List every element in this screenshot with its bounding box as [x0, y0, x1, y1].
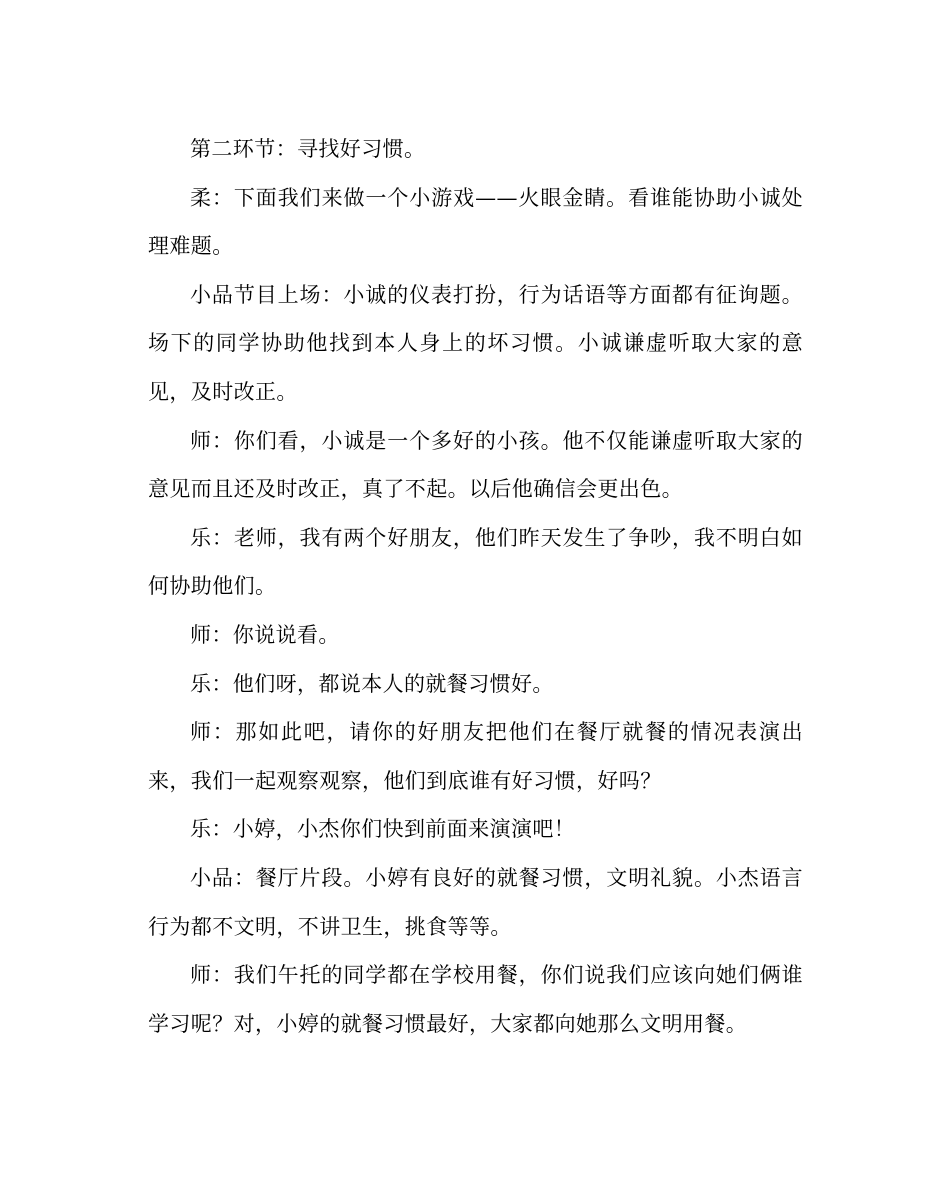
paragraph-2: 柔：下面我们来做一个小游戏——火眼金睛。看谁能协助小诚处理难题。: [148, 185, 803, 259]
paragraph-8: 师：那如此吧，请你的好朋友把他们在餐厅就餐的情况表演出来，我们一起观察观察，他们到底谁有好习惯，好吗？: [148, 720, 803, 793]
paragraph-11: 师：我们午托的同学都在学校用餐，你们说我们应该向她们俩谁学习呢？对，小婷的就餐习惯最好，大家都向她那么文明用餐。: [148, 963, 803, 1036]
paragraph-7: 乐：他们呀，都说本人的就餐习惯好。: [190, 671, 554, 696]
paragraph-3: 小品节目上场：小诚的仪表打扮，行为话语等方面都有征询题。场下的同学协助他找到本人身上的坏习惯。小诚谦虚听取大家的意见，及时改正。: [148, 282, 803, 404]
paragraph-9: 乐：小婷，小杰你们快到前面来演演吧！: [190, 817, 576, 842]
paragraph-6: 师：你说说看。: [190, 622, 340, 647]
paragraph-1: 第二环节：寻找好习惯。: [190, 137, 426, 161]
document-body: [148, 125, 803, 1048]
paragraph-4: 师：你们看，小诚是一个多好的小孩。他不仅能谦虚听取大家的意见而且还及时改正，真了不起。以后他确信会更出色。: [148, 428, 803, 502]
paragraph-10: 小品：餐厅片段。小婷有良好的就餐习惯，文明礼貌。小杰语言行为都不文明，不讲卫生，挑食等等。: [148, 865, 803, 939]
paragraph-5: 乐：老师，我有两个好朋友，他们昨天发生了争吵，我不明白如何协助他们。: [148, 525, 803, 599]
